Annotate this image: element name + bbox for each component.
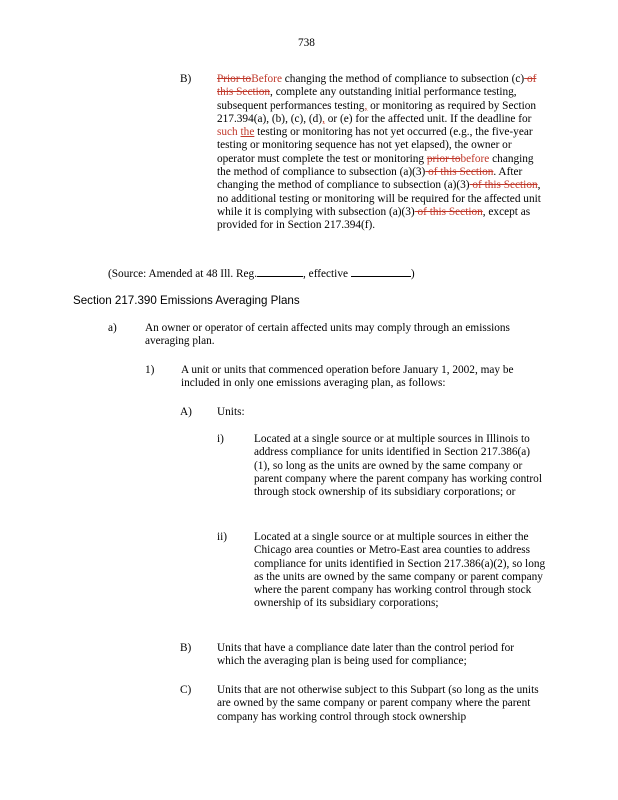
source-note: (Source: Amended at 48 Ill. Reg. , effective ): [108, 268, 415, 280]
inserted-text: before: [460, 152, 490, 165]
deleted-text: Prior to: [217, 73, 252, 85]
item-C-label: C): [180, 684, 192, 696]
deleted-text: prior to: [426, 152, 461, 165]
item-ii-text: Located at a single source or at multiple sources in either the Chicago area counties or Metro-East area counties to address compliance for units identified in Section 217.386(a)(2), so long as the units are owned by the same company or parent company where the parent company has working control through stock ownership of its subsidiary corporations;: [254, 531, 546, 610]
item-B-text: Units that have a compliance date later than the control period for which the averaging plan is being used for compliance;: [217, 642, 515, 668]
item-i-text: Located at a single source or at multiple sources in Illinois to address compliance for units identified in Section 217.386(a)(1), so long as the units are owned by the same company or parent company where the parent company has working control through stock ownership of its subsidiary corporations; or: [254, 433, 542, 499]
item-i-label: i): [217, 433, 224, 445]
blank-line: [257, 266, 303, 277]
blank-line: [351, 266, 411, 277]
deleted-text: of this Section: [414, 205, 483, 218]
item-b-prev-text: Prior toBefore changing the method of compliance to subsection (c) of this Section, complete any outstanding initial performance testing, subsequent performances testing, or monitoring as required by Section 217.394(a), (b), (c), (d), or (e) for the affected unit. If the deadline for such the testing or monitoring has not yet occurred (e.g., the five-year testing or monitoring sequence has not yet elapsed), the owner or operator must complete the test or monitoring prior tobefore changing the method of compliance to subsection (a)(3) of this Section. After changing the method of compliance to subsection (a)(3) of this Section, no additional testing or monitoring will be required for the affected unit while it is complying with subsection (a)(3) of this Section, except as provided for in Section 217.394(f).: [217, 73, 541, 232]
item-1-label: 1): [145, 364, 155, 376]
inserted-text: such: [217, 126, 238, 139]
inserted-text: Before: [251, 73, 282, 85]
page-number: 738: [298, 37, 315, 49]
item-a-label: a): [108, 322, 117, 334]
item-1-text: A unit or units that commenced operation before January 1, 2002, may be included in only one emissions averaging plan, as follows:: [181, 364, 514, 390]
deleted-text: of this Section: [425, 166, 494, 179]
inserted-text: ,: [364, 99, 368, 112]
inserted-text: the: [240, 126, 255, 139]
item-A-label: A): [180, 406, 192, 418]
deleted-text: of this Section: [469, 179, 538, 192]
item-a-text: An owner or operator of certain affected units may comply through an emissions averaging plan.: [145, 322, 510, 348]
item-b-prev-label: B): [180, 73, 192, 85]
item-ii-label: ii): [217, 531, 228, 543]
inserted-text: ,: [322, 112, 325, 125]
item-B-label: B): [180, 642, 192, 654]
section-heading: Section 217.390 Emissions Averaging Plans: [73, 294, 300, 307]
item-C-text: Units that are not otherwise subject to this Subpart (so long as the units are owned by the same company or parent company where the parent company has working control through stock ownership: [217, 684, 539, 723]
item-A-text: Units:: [217, 406, 245, 418]
deleted-text: of this Section: [217, 73, 537, 99]
